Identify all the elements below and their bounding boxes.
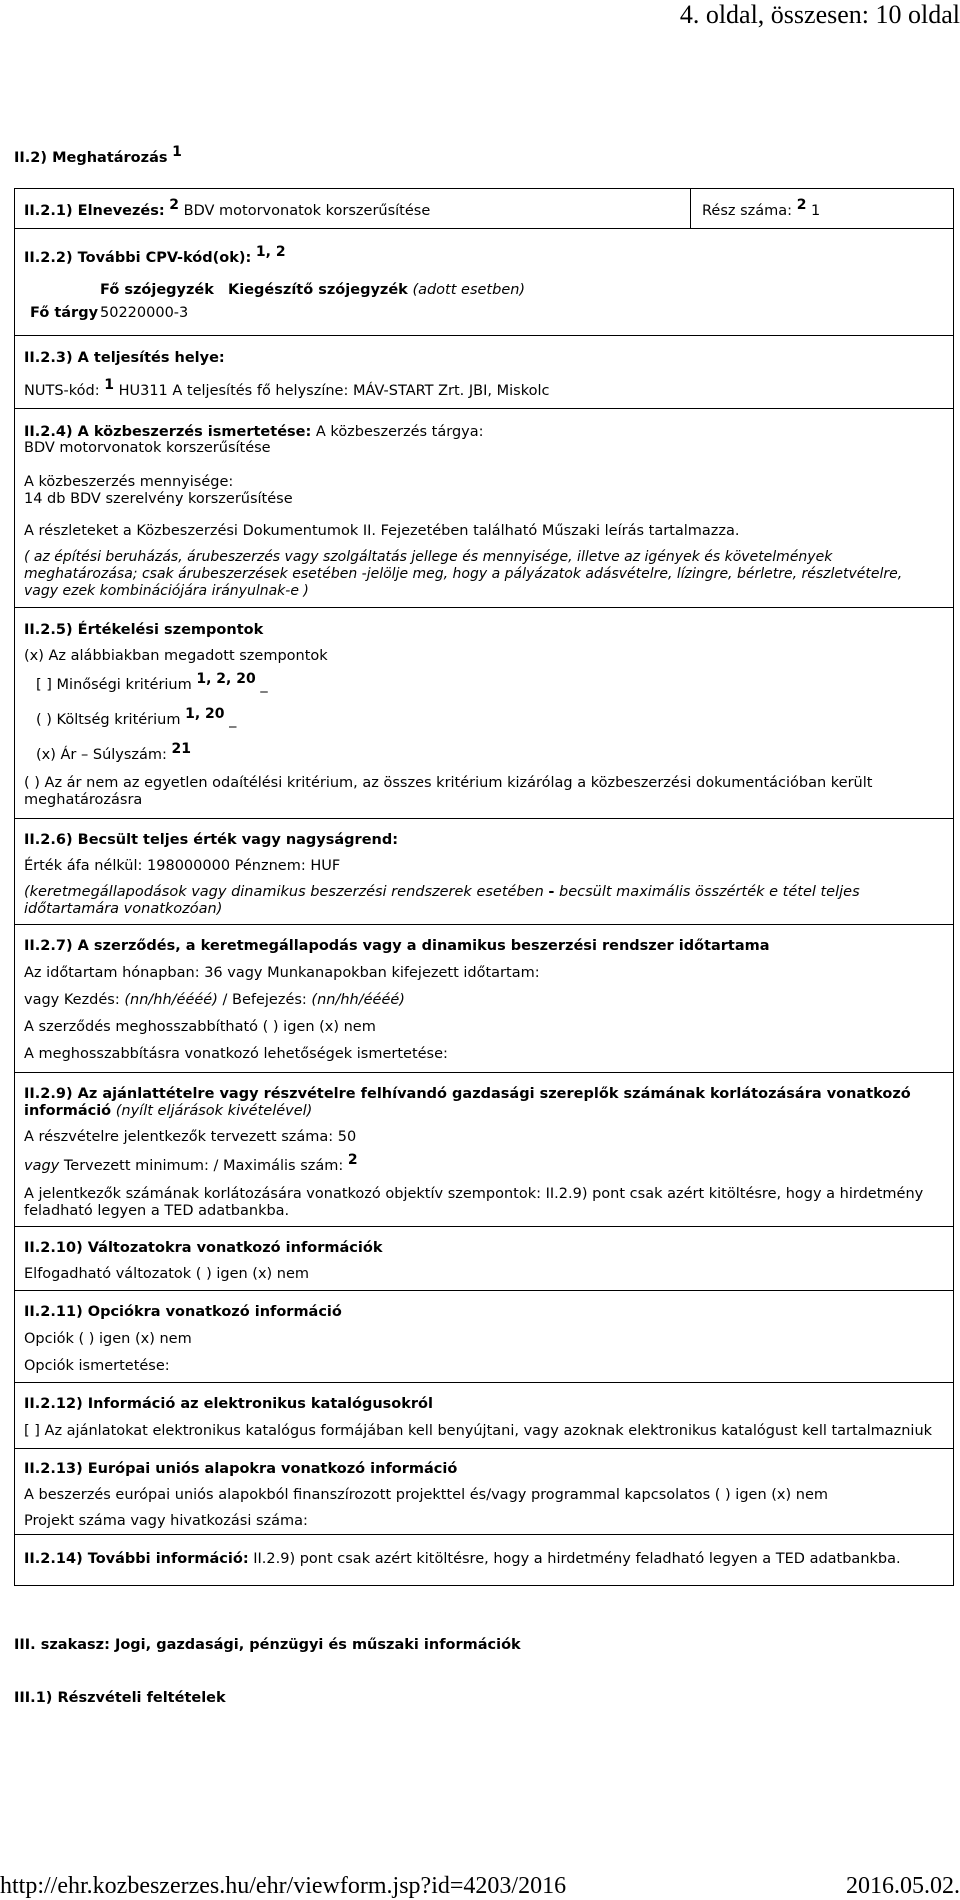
divider <box>14 1290 954 1291</box>
cpv-row-label: Fő tárgy <box>30 305 99 321</box>
estimated-value: Érték áfa nélkül: 198000000 Pénznem: HUF <box>24 858 341 874</box>
evaluation-heading: II.2.5) Értékelési szempontok <box>24 622 264 638</box>
place-heading: II.2.3) A teljesítés helye: <box>24 350 225 366</box>
section-3-title: III. szakasz: Jogi, gazdasági, pénzügyi és műszaki információk <box>14 1637 521 1653</box>
additional-info: II.2.14) További információ: II.2.9) pont csak azért kitöltésre, hogy a hirdetmény feladható legyen a TED adatbankba. <box>24 1551 901 1567</box>
part-number-row <box>702 197 821 220</box>
options-description: Opciók ismertetése: <box>24 1358 170 1374</box>
section-3-1-title: III.1) Részvételi feltételek <box>14 1690 226 1706</box>
limit-heading: II.2.9) Az ajánlattételre vagy részvételre felhívandó gazdasági szereplők számának korlátozására vonatkozó információ (nyílt eljárások kivételével) <box>24 1086 911 1119</box>
min-max-row: vagy Tervezett minimum: / Maximális szám: $^2$ <box>24 1152 358 1174</box>
duration-months: Az időtartam hónapban: 36 vagy Munkanapokban kifejezett időtartam: <box>24 965 540 981</box>
field-label: Rész száma: <box>702 203 793 219</box>
footer-date: 2016.05.02. <box>846 1873 960 1899</box>
field-label: NUTS-kód: <box>24 383 100 399</box>
value-note: (keretmegállapodások vagy dinamikus beszerzési rendszerek esetében - becsült maximális összérték e tétel teljes időtartamára vonatkozóan) <box>24 884 860 917</box>
footnote-ref: 2 <box>796 197 807 213</box>
part-divider <box>690 188 691 228</box>
planned-number: A részvételre jelentkezők tervezett száma: 50 <box>24 1129 357 1145</box>
footer-url: http://ehr.kozbeszerzes.hu/ehr/viewform.jsp?id=4203/2016 <box>0 1873 567 1899</box>
subject-value: BDV motorvonatok korszerűsítése <box>24 440 271 456</box>
divider <box>14 1382 954 1383</box>
divider <box>14 335 954 336</box>
section-heading-def <box>14 144 182 166</box>
cpv-heading <box>24 244 286 267</box>
nuts-value: HU311 A teljesítés fő helyszíne: MÁV-START Zrt. JBI, Miskolc <box>118 383 550 399</box>
description-note: ( az építési beruházás, árubeszerzés vagy szolgáltatás jellege és mennyisége, illetve az igények és követelmények meghatározása; csak árubeszerzések esetében -jelölje meg, hogy a pályázatok adásvételre, lízingre, bérletre, részletvételre, vagy ezek kombinációjára irányulnak-e ) <box>24 549 903 599</box>
eu-funding-option: A beszerzés európai uniós alapokból finanszírozott projekttel és/vagy programmal kapcsolatos ( ) igen (x) nem <box>24 1487 828 1503</box>
renewal-description: A meghosszabbításra vonatkozó lehetőségek ismertetése: <box>24 1046 448 1062</box>
footnote-ref: 2 <box>169 197 180 213</box>
cpv-code: 50220000-3 <box>100 305 189 321</box>
footnote-ref: 1 <box>172 144 182 160</box>
criteria-option: (x) Az alábbiakban megadott szempontok <box>24 648 328 664</box>
divider <box>14 1072 954 1073</box>
name-row <box>24 197 431 220</box>
footnote-ref: 1, 2 <box>255 244 286 260</box>
quality-criterion: [ ] Minőségi kritérium $^{1, 2, 20}$ _ <box>36 671 268 693</box>
details-text: A részleteket a Közbeszerzési Dokumentumok II. Fejezetében található Műszaki leírás tartalmazza. <box>24 523 740 539</box>
divider <box>14 228 954 229</box>
divider <box>14 1448 954 1449</box>
options-choice: Opciók ( ) igen (x) nem <box>24 1331 192 1347</box>
divider <box>14 607 954 608</box>
eu-heading: II.2.13) Európai uniós alapokra vonatkozó információ <box>24 1461 458 1477</box>
cost-criterion: ( ) Költség kritérium $^{1, 20}$ _ <box>36 706 237 728</box>
field-label: II.2.1) Elnevezés: <box>24 203 165 219</box>
options-heading: II.2.11) Opciókra vonatkozó információ <box>24 1304 342 1320</box>
project-number: Projekt száma vagy hivatkozási száma: <box>24 1513 308 1529</box>
cpv-column-extra: Kiegészítő szójegyzék (adott esetben) <box>228 282 526 298</box>
divider <box>14 1226 954 1227</box>
catalog-heading: II.2.12) Információ az elektronikus katalógusokról <box>24 1396 433 1412</box>
nuts-row <box>24 377 550 400</box>
divider <box>14 924 954 925</box>
renewable-option: A szerződés meghosszabbítható ( ) igen (x) nem <box>24 1019 376 1035</box>
divider <box>14 408 954 409</box>
value-heading: II.2.6) Becsült teljes érték vagy nagyságrend: <box>24 832 399 848</box>
start-end-row: vagy Kezdés: (nn/hh/éééé) / Befejezés: (nn/hh/éééé) <box>24 992 405 1008</box>
divider <box>14 818 954 819</box>
subject-label: A közbeszerzés tárgya: <box>315 424 484 440</box>
catalog-option: [ ] Az ajánlatokat elektronikus katalógus formájában kell benyújtani, vagy azoknak elektronikus katalógust kell tartalmazniuk <box>24 1423 933 1439</box>
price-criterion: (x) Ár – Súlyszám: $^{21}$ <box>36 741 192 763</box>
cpv-column-main: Fő szójegyzék <box>100 282 214 298</box>
quantity-value: 14 db BDV szerelvény korszerűsítése <box>24 491 293 507</box>
quantity-label: A közbeszerzés mennyisége: <box>24 474 234 490</box>
field-label: II.2.4) A közbeszerzés ismertetése: <box>24 424 312 440</box>
not-only-price-option: ( ) Az ár nem az egyetlen odaítélési kritérium, az összes kritérium kizárólag a közbeszerzési dokumentációban került meghatározásra <box>24 775 873 808</box>
duration-heading: II.2.7) A szerződés, a keretmegállapodás vagy a dinamikus beszerzési rendszer időtartama <box>24 938 770 954</box>
procurement-name: BDV motorvonatok korszerűsítése <box>183 203 431 219</box>
variants-option: Elfogadható változatok ( ) igen (x) nem <box>24 1266 310 1282</box>
footnote-ref: 1 <box>104 377 114 393</box>
part-number: 1 <box>811 203 821 219</box>
section-title: II.2) Meghatározás <box>14 150 168 166</box>
limit-criteria: A jelentkezők számának korlátozására vonatkozó objektív szempontok: II.2.9) pont csak azért kitöltésre, hogy a hirdetmény feladható legyen a TED adatbankba. <box>24 1186 924 1219</box>
field-label: II.2.2) További CPV-kód(ok): <box>24 250 252 266</box>
page-number-header: 4. oldal, összesen: 10 oldal <box>679 0 960 29</box>
description-heading <box>24 424 484 441</box>
divider <box>14 1534 954 1535</box>
variants-heading: II.2.10) Változatokra vonatkozó információk <box>24 1240 383 1256</box>
